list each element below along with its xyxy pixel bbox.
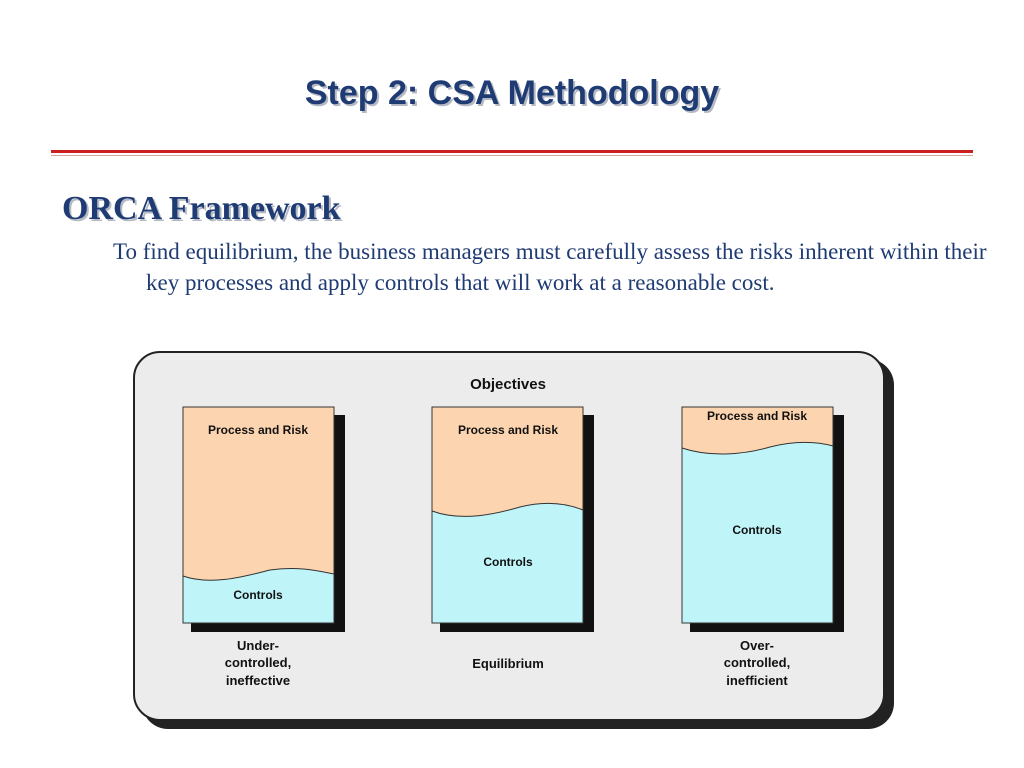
column-caption-line: controlled, (723, 655, 791, 670)
column-caption-line: ineffective (225, 673, 291, 688)
column-caption-line: Equilibrium (472, 656, 544, 671)
column-caption-line: inefficient (726, 673, 788, 688)
controls-label: Controls (483, 555, 533, 569)
column-equilibrium (432, 407, 594, 671)
process-risk-label: Process and Risk (457, 423, 559, 437)
column-caption-line: controlled, (224, 655, 292, 670)
column-caption-line: Over- (740, 638, 774, 653)
column-caption-line: Under- (237, 638, 279, 653)
controls-label: Controls (732, 523, 782, 537)
section-heading: ORCA Framework (62, 190, 341, 227)
process-risk-label: Process and Risk (207, 423, 309, 437)
slide-title: Step 2: CSA Methodology (304, 74, 720, 112)
body-paragraph: To find equilibrium, the business managers must carefully assess the risks inherent within their key processes and apply controls that will work at a reasonable cost. (113, 239, 987, 295)
process-risk-label: Process and Risk (706, 409, 808, 423)
objectives-label: Objectives (470, 376, 546, 393)
controls-label: Controls (233, 588, 283, 602)
